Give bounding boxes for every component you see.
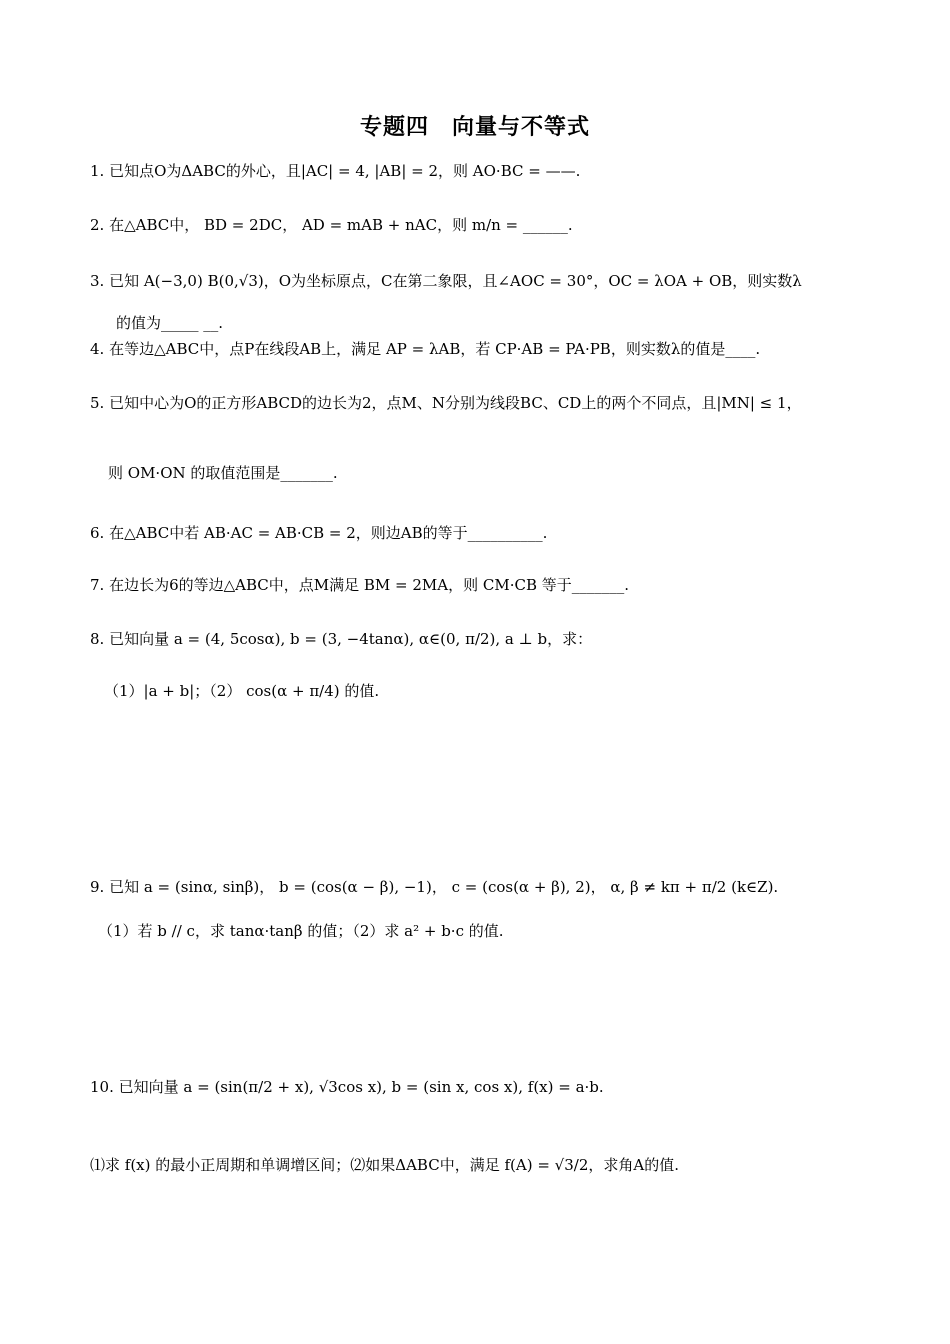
problem-8-line-2: [104, 680, 379, 702]
problem-9-text-1: 9. 已知 a = (sinα, sinβ)， b = (cos(α − β), −1)， c = (cos(α + β), 2)， α, β ≠ kπ + π/2 (k∈Z).: [90, 878, 779, 896]
problem-5-text-1: 5. 已知中心为O的正方形ABCD的边长为2，点M、N分别为线段BC、CD上的两个不同点，且|MN| ≤ 1，: [90, 394, 802, 412]
problem-10-text-1: 10. 已知向量 a = (sin(π/2 + x), √3cos x), b = (sin x, cos x), f(x) = a·b.: [90, 1078, 604, 1096]
page-title: 专题四 向量与不等式: [359, 115, 590, 140]
problem-10-line-1: [90, 1076, 604, 1098]
problem-3-line-2: [116, 312, 223, 334]
problem-7-text: 7. 在边长为6的等边△ABC中，点M满足 BM = 2MA，则 CM·CB 等于_______.: [90, 576, 630, 594]
problem-9-text-2: （1）若 b // c，求 tanα·tanβ 的值；（2）求 a² + b·c 的值.: [98, 922, 504, 940]
problem-1: [90, 160, 580, 182]
problem-7: [90, 574, 629, 596]
problem-8-text-1: 8. 已知向量 a = (4, 5cosα), b = (3, −4tanα), α∈(0, π/2), a ⊥ b，求：: [90, 630, 593, 648]
problem-3-text-2: 的值为_____ __.: [116, 314, 224, 332]
problem-3-line-1: [90, 270, 802, 292]
problem-8-line-1: [90, 628, 592, 650]
problem-5-line-2: [108, 462, 338, 484]
problem-5-text-2: 则 OM·ON 的取值范围是_______.: [108, 464, 338, 482]
problem-10-text-2: ⑴求 f(x) 的最小正周期和单调增区间；⑵如果ΔABC中，满足 f(A) = √3/2，求角A的值.: [90, 1156, 679, 1174]
problem-6: [90, 522, 547, 544]
problem-5-line-1: [90, 392, 802, 414]
problem-2: [90, 214, 573, 236]
problem-9-line-1: [90, 876, 778, 898]
problem-3-text-1: 3. 已知 A(−3,0) B(0,√3)，O为坐标原点，C在第二象限，且∠AOC = 30°，OC = λOA + OB，则实数λ: [90, 272, 802, 290]
problem-4-text: 4. 在等边△ABC中，点P在线段AB上，满足 AP = λAB，若 CP·AB = PA·PB，则实数λ的值是____.: [90, 340, 761, 358]
problem-1-text: 1. 已知点O为ΔABC的外心，且|AC| = 4, |AB| = 2，则 AO·BC = ——.: [90, 162, 581, 180]
problem-9-line-2: [98, 920, 504, 942]
problem-8-text-2: （1）|a + b|；（2） cos(α + π/4) 的值.: [104, 682, 380, 700]
problem-4: [90, 338, 760, 360]
problem-10-line-2: [90, 1154, 679, 1176]
problem-2-text: 2. 在△ABC中， BD = 2DC， AD = mAB + nAC，则 m/n = ______.: [90, 216, 573, 234]
problem-6-text: 6. 在△ABC中若 AB·AC = AB·CB = 2，则边AB的等于__________.: [90, 524, 548, 542]
